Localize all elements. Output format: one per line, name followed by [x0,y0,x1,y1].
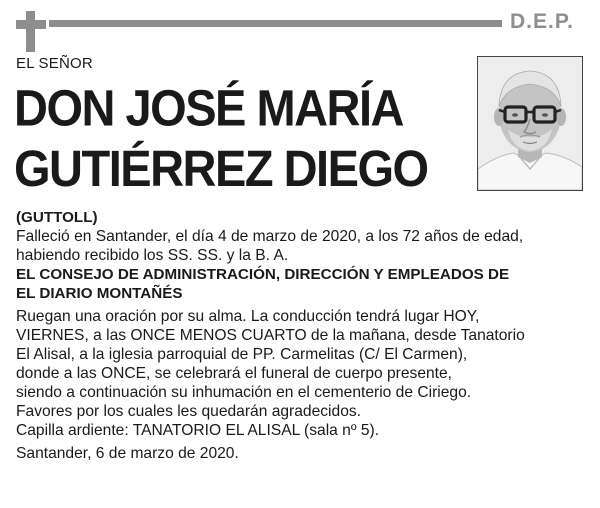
name-line-2: GUTIÉRREZ DIEGO [14,139,428,197]
cross-icon [16,11,46,52]
request-line-5: siendo a continuación su inhumación en el cementerio de Ciriego. [16,384,472,401]
request-line-4: donde a las ONCE, se celebrará el funeral de cuerpo presente, [16,365,453,382]
organization-line-1: EL CONSEJO DE ADMINISTRACIÓN, DIRECCIÓN Y EMPLEADOS DE [16,266,510,283]
organization-line-2: EL DIARIO MONTAÑÉS [16,285,183,302]
request-line-3: El Alisal, a la iglesia parroquial de PP. Carmelitas (C/ El Carmen), [16,346,468,363]
request-line-6: Favores por los cuales les quedarán agradecidos. [16,403,361,420]
notice-header [0,0,600,60]
honorific-label: EL SEÑOR [16,55,93,72]
death-line-2: habiendo recibido los SS. SS. y la B. A. [16,247,289,264]
portrait-photo [477,56,583,191]
death-line-1: Falleció en Santander, el día 4 de marzo de 2020, a los 72 años de edad, [16,228,524,245]
deceased-name [14,78,474,199]
place-date: Santander, 6 de marzo de 2020. [16,445,239,462]
notice-body [16,208,591,463]
request-line-1: Ruegan una oración por su alma. La conducción tendrá lugar HOY, [16,308,480,325]
header-rule [49,20,502,27]
request-line-7: Capilla ardiente: TANATORIO EL ALISAL (sala nº 5). [16,422,380,439]
portrait-photo-image [478,57,582,190]
nickname: (GUTTOLL) [16,209,98,226]
request-line-2: VIERNES, a las ONCE MENOS CUARTO de la mañana, desde Tanatorio [16,327,525,344]
dep-label: D.E.P. [510,10,574,33]
name-line-1: DON JOSÉ MARÍA [14,79,403,137]
